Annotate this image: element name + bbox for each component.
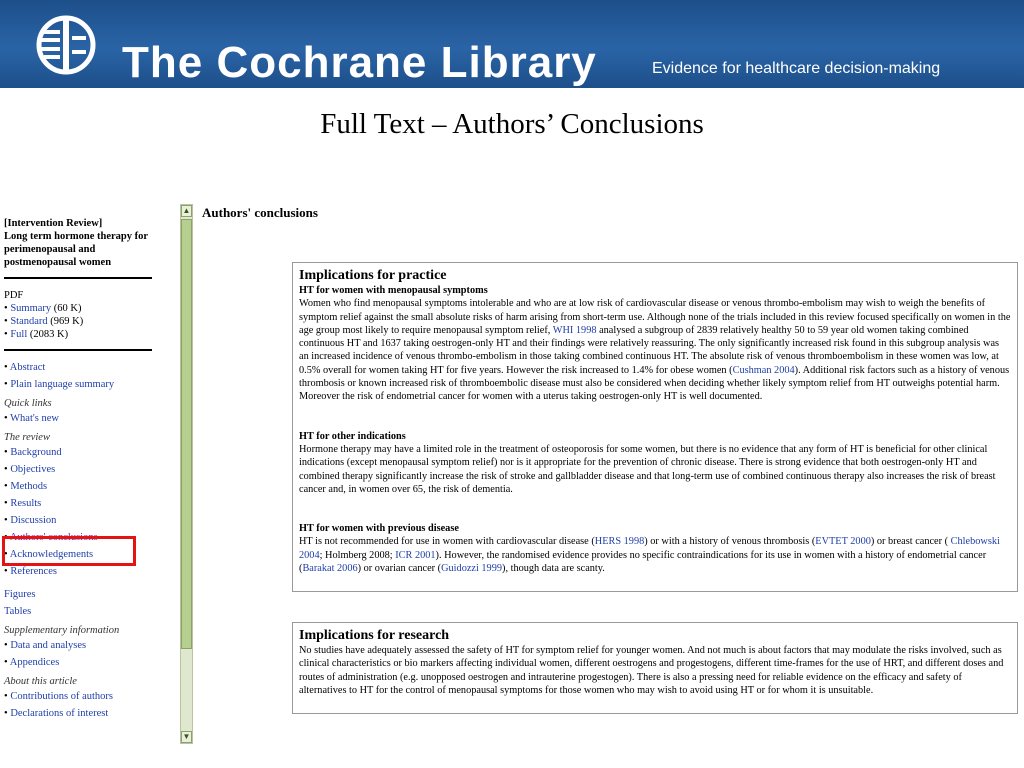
quick-links-heading: Quick links — [4, 398, 52, 409]
supplementary-heading: Supplementary information — [4, 625, 120, 636]
nav-link-results[interactable]: Results — [10, 498, 42, 509]
bullet-icon: • — [4, 379, 11, 390]
nav-link-tables[interactable]: Tables — [4, 606, 32, 617]
reference-link-hers-1998[interactable]: HERS 1998 — [594, 536, 645, 548]
nav-link-authors-conclusions[interactable]: Authors' conclusions — [9, 532, 98, 543]
pdf-label: PDF — [4, 290, 24, 301]
file-size: (60 K) — [51, 303, 82, 314]
brand-name: The Cochrane Library — [122, 38, 597, 87]
nav-item-data-and-analyses[interactable] — [4, 639, 160, 652]
brand-tagline: Evidence for healthcare decision-making — [652, 60, 941, 77]
nav-item-contributions-of-authors[interactable] — [4, 690, 160, 703]
nav-divider — [4, 349, 152, 351]
about-heading: About this article — [4, 676, 77, 687]
text-segment: analysed a subgroup of 2839 relatively healthy 50 to 59 year old women taking combined continuous HT and 1637 taking oestrogen-only HT and their findings were relatively reassuring. The only significantly increased risk found in this subgroup analysis was an increased incidence of venous thrombo-embolism in those taking combined continuous HT. The absolute risk of venous thromboembolism in these women was low, at 0.5% overall for women taking HT for five years. However the risk increased to 1.4% for obese women ( — [299, 324, 1000, 376]
pdf-item-standard[interactable] — [4, 315, 160, 328]
bullet-icon: • — [4, 515, 11, 526]
reference-link-guidozzi-1999[interactable]: Guidozzi 1999 — [441, 563, 503, 575]
header-banner — [0, 0, 1024, 88]
review-type: [Intervention Review] — [4, 218, 103, 229]
bullet-icon: • — [4, 464, 11, 475]
nav-item-abstract[interactable] — [4, 361, 160, 374]
nav-item-what-s-new[interactable] — [4, 412, 160, 425]
bullet-icon: • — [4, 329, 11, 340]
text-segment: ; Holmberg 2008; — [319, 549, 396, 561]
nav-item-references[interactable] — [4, 565, 160, 578]
nav-item-discussion[interactable] — [4, 514, 160, 527]
nav-link-methods[interactable]: Methods — [10, 481, 48, 492]
reference-link-whi-1998[interactable]: WHI 1998 — [552, 324, 597, 336]
practice-sections — [299, 284, 1011, 575]
nav-item-background[interactable] — [4, 446, 160, 459]
implications-for-research-box — [292, 622, 1018, 714]
nav-link-data-and-analyses[interactable]: Data and analyses — [10, 640, 87, 651]
bullet-icon: • — [4, 498, 11, 509]
text-segment: ), though data are scanty. — [502, 563, 605, 575]
section-text — [299, 443, 1011, 496]
nav-item-objectives[interactable] — [4, 463, 160, 476]
bullet-icon: • — [4, 708, 11, 719]
bullet-icon: • — [4, 532, 10, 543]
nav-link-references[interactable]: References — [10, 566, 57, 577]
reference-link-chlebowski-2004[interactable]: Chlebowski 2004 — [299, 536, 1000, 561]
bullet-icon: • — [4, 640, 11, 651]
top-links — [4, 361, 160, 391]
practice-title: Implications for practice — [299, 268, 447, 283]
text-segment: ) or ovarian cancer ( — [357, 563, 442, 575]
text-segment: Hormone therapy may have a limited role in the treatment of osteoporosis for some women, but there is no evidence that any form of HT is beneficial for other clinical indications (except menopausal symptom relief) nor is it appropriate for the prevention of chronic disease. There is strong evidence that both oestrogen-only HT and combined therapy significantly increase the risk of stroke and gallbladder disease and that long-term use of combined continuous therapy also increases the risk of breast cancer and, in women over 65, the risk of dementia. — [299, 443, 996, 495]
scrollbar[interactable] — [180, 204, 193, 744]
bullet-icon: • — [4, 362, 10, 373]
bullet-icon: • — [4, 691, 11, 702]
main-heading: Authors' conclusions — [202, 205, 318, 220]
about-links — [4, 690, 160, 720]
nav-link-declarations-of-interest[interactable]: Declarations of interest — [10, 708, 109, 719]
text-segment: ). However, the randomised evidence provides no specific contraindications for its use in women with a history of endometrial cancer ( — [299, 549, 987, 575]
text-segment: HT is not recommended for use in women with cardiovascular disease ( — [299, 536, 595, 548]
bullet-icon: • — [4, 303, 11, 314]
nav-item-methods[interactable] — [4, 480, 160, 493]
research-text: No studies have adequately assessed the safety of HT for symptom relief for younger women. And not much is about factors that may modulate the risks involved, such as clinical characteristics or bio markers affecting individual women, different oestrogens and progestogens, different time-frames for the use of HRT, and different doses and routes of administration (e.g. unopposed oestrogen and intrauterine progestogen). There is also a pressing need for reliable evidence on the efficacy and safety of alternatives to HT for the control of menopausal symptoms for those women who may wish to avoid using HT or for whom it is unsuitable. — [299, 645, 1004, 696]
research-title: Implications for research — [299, 628, 450, 643]
bullet-icon: • — [4, 657, 10, 668]
cochrane-logo-icon[interactable] — [22, 14, 112, 76]
bullet-icon: • — [4, 481, 11, 492]
bullet-icon: • — [4, 549, 10, 560]
section-heading-ht-for-other-indications: HT for other indications — [299, 430, 406, 442]
reference-link-evtet-2000[interactable]: EVTET 2000 — [815, 536, 871, 548]
nav-link-figures[interactable]: Figures — [4, 589, 36, 600]
nav-link-what-s-new[interactable]: What's new — [10, 413, 59, 424]
nav-link-objectives[interactable]: Objectives — [10, 464, 56, 475]
text-segment: ) or breast cancer ( — [870, 536, 951, 548]
nav-link-acknowledgements[interactable]: Acknowledgements — [9, 549, 94, 560]
section-heading-ht-for-women-with-menopausal-symptoms: HT for women with menopausal symptoms — [299, 285, 488, 296]
nav-item-results[interactable] — [4, 497, 160, 510]
nav-link-discussion[interactable]: Discussion — [10, 515, 57, 526]
the-review-heading: The review — [4, 432, 50, 443]
nav-link-appendices[interactable]: Appendices — [9, 657, 60, 668]
scrollbar-thumb[interactable] — [181, 219, 192, 649]
bullet-icon: • — [4, 447, 11, 458]
nav-divider — [4, 277, 152, 279]
pdf-item-summary[interactable] — [4, 302, 160, 315]
scroll-down-icon[interactable]: ▼ — [182, 732, 191, 741]
pdf-link-full[interactable]: Full — [10, 329, 28, 340]
section-text — [299, 535, 1011, 575]
pdf-list — [4, 302, 160, 341]
nav-link-background[interactable]: Background — [10, 447, 62, 458]
bullet-icon: • — [4, 566, 11, 577]
nav-link-plain-language-summary[interactable]: Plain language summary — [10, 379, 115, 390]
review-title: Long term hormone therapy for perimenopausal and postmenopausal women — [4, 231, 148, 268]
pdf-link-summary[interactable]: Summary — [10, 303, 52, 314]
quick-links — [4, 412, 160, 425]
bullet-icon: • — [4, 413, 11, 424]
nav-item-declarations-of-interest[interactable] — [4, 707, 160, 720]
nav-link-contributions-of-authors[interactable]: Contributions of authors — [10, 691, 113, 702]
reference-link-icr-2001[interactable]: ICR 2001 — [395, 549, 436, 561]
pdf-item-full[interactable] — [4, 328, 160, 341]
nav-item-appendices[interactable] — [4, 656, 160, 669]
file-size: (969 K) — [47, 316, 84, 327]
section-heading-ht-for-women-with-previous-disease: HT for women with previous disease — [299, 523, 459, 535]
implications-for-practice-box — [292, 262, 1018, 592]
left-nav — [4, 217, 160, 724]
highlight-box — [2, 536, 136, 566]
nav-link-abstract[interactable]: Abstract — [9, 362, 46, 373]
bullet-icon: • — [4, 316, 11, 327]
reference-link-barakat-2006[interactable]: Barakat 2006 — [302, 563, 358, 575]
supplementary-links — [4, 639, 160, 669]
plain-links — [4, 588, 160, 618]
text-segment: Women who find menopausal symptoms intolerable and who are at low risk of cardiovascular disease or venous thrombo-embolism may wish to weigh the benefits of symptom relief against the small absolute risks of harm arising from short-term use. Although none of the trials included in this review focused specifically on women in the age group most likely to require menopausal symptom relief, — [299, 298, 1011, 336]
slide-title: Full Text – Authors’ Conclusions — [320, 108, 704, 140]
pdf-link-standard[interactable]: Standard — [10, 316, 48, 327]
section-text — [299, 297, 1011, 403]
scroll-up-icon[interactable]: ▲ — [182, 206, 191, 215]
text-segment: ) or with a history of venous thrombosis ( — [644, 536, 816, 548]
nav-item-plain-language-summary[interactable] — [4, 378, 160, 391]
text-segment: ). Additional risk factors such as a history of venous thrombosis or known increased risk of thromboembolic disease must also be considered when deciding whether likely symptom relief from HT outweighs potential harm. Moreover the risk of endometrial cancer for women with a uterus taking oestrogen-only HT is well documented. — [299, 364, 1010, 403]
reference-link-cushman-2004[interactable]: Cushman 2004 — [732, 364, 795, 376]
file-size: (2083 K) — [27, 329, 69, 340]
